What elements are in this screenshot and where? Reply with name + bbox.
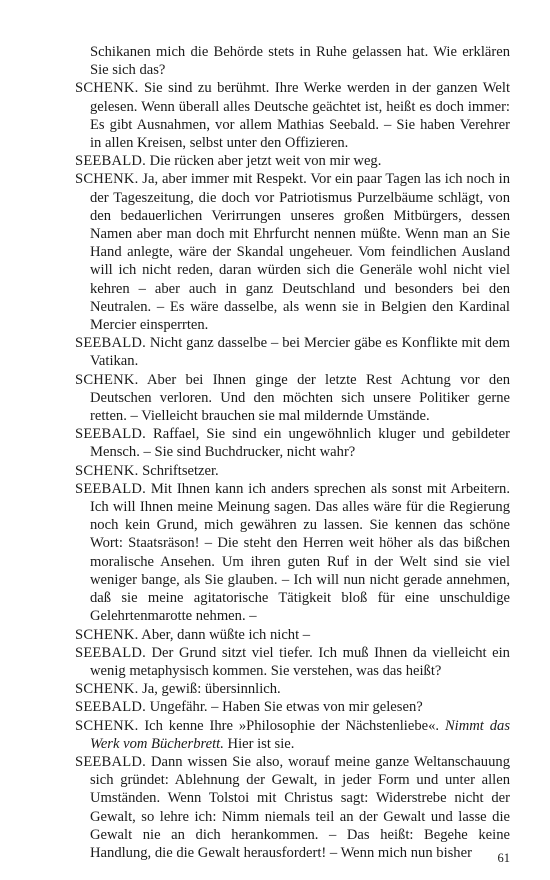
dialogue-text: Sie sind zu berühmt. Ihre Werke werden in der ganzen Welt gelesen. Wenn überall alles Deutsche geächtet ist, heißt es doch immer: Es gibt Ausnahmen, vor allem Mathias Seebald. – Sie haben Verehrer in allen Kreisen, selbst unter den Offizieren. xyxy=(90,80,510,152)
dialogue-paragraph xyxy=(75,79,510,152)
dialogue-text: Ja, gewiß: übersinnlich. xyxy=(142,681,281,698)
dialogue-text: Der Grund sitzt viel tiefer. Ich muß Ihnen da vielleicht ein wenig metaphysisch kommen. Sie verstehen, was das heißt? xyxy=(90,644,510,679)
dialogue-paragraph xyxy=(75,462,510,480)
dialogue-paragraph xyxy=(75,626,510,644)
speaker-name: SEEBALD. xyxy=(75,426,146,443)
speaker-name: SCHENK. xyxy=(75,80,139,97)
drama-text xyxy=(75,43,510,862)
dialogue-paragraph xyxy=(75,717,510,753)
speaker-name: SCHENK. xyxy=(75,462,139,479)
dialogue-paragraph xyxy=(75,680,510,698)
dialogue-text: Raffael, Sie sind ein ungewöhnlich kluger und gebildeter Mensch. – Sie sind Buchdrucker, nicht wahr? xyxy=(90,426,510,461)
speaker-name: SEEBALD. xyxy=(75,335,146,352)
speaker-name: SCHENK. xyxy=(75,681,139,698)
dialogue-paragraph xyxy=(75,152,510,170)
speaker-name: SEEBALD. xyxy=(75,153,146,170)
dialogue-text: Hier ist sie. xyxy=(227,735,295,752)
dialogue-text: Schriftsetzer. xyxy=(142,462,219,479)
dialogue-paragraph xyxy=(75,480,510,626)
dialogue-text: Ich kenne Ihre »Philosophie der Nächstenliebe«. xyxy=(144,717,440,734)
speaker-name: SEEBALD. xyxy=(75,699,146,716)
dialogue-paragraph xyxy=(75,334,510,370)
dialogue-text: Schikanen mich die Behörde stets in Ruhe gelassen hat. Wie erklären Sie sich das? xyxy=(90,44,510,79)
speaker-name: SCHENK. xyxy=(75,717,139,734)
dialogue-text: Aber, dann wüßte ich nicht – xyxy=(141,626,311,643)
dialogue-text: Dann wissen Sie also, worauf meine ganze Weltanschauung sich gründet: Ablehnung der Gewalt, in jeder Form und unter allen Umständen. Wenn Tolstoi mit Christus sagt: Widerstrebe nicht der Gewalt, so lehre ich: Nimm niemals teil an der Gewalt und lasse die Gewalt nie an dich herankommen. – Das heißt: Begehe keine Handlung, die die Gewalt herausfordert! – Wenn mich nun bisher xyxy=(90,753,510,861)
dialogue-paragraph xyxy=(75,698,510,716)
speaker-name: SCHENK. xyxy=(75,171,139,188)
speaker-name: SCHENK. xyxy=(75,626,139,643)
dialogue-paragraph xyxy=(75,43,510,79)
dialogue-paragraph xyxy=(75,644,510,680)
dialogue-text: Ja, aber immer mit Respekt. Vor ein paar Tagen las ich noch in der Tageszeitung, die doch vor Patriotismus Purzelbäume schlägt, von den bedauerlichen Verirrungen unseres großen Mitbürgers, dessen Namen aber man doch mit Ehrfurcht nennen müßte. Wenn man an Sie Hand anlegte, wäre der Skandal ungeheuer. Vom feindlichen Ausland will ich nicht reden, daran würden sich die Generäle wohl nicht viel kehren – aber auch in ganz Deutschland und besonders bei den Neutralen. – Es wäre dasselbe, als wenn sie in Belgien den Kardinal Mercier einsperrten. xyxy=(90,171,510,334)
dialogue-text: Die rücken aber jetzt weit von mir weg. xyxy=(149,153,382,170)
speaker-name: SEEBALD. xyxy=(75,753,146,770)
stage-direction: Nimmt das Werk vom Bücherbrett. xyxy=(90,717,510,752)
page-number: 61 xyxy=(497,851,510,865)
speaker-name: SEEBALD. xyxy=(75,644,146,661)
speaker-name: SCHENK. xyxy=(75,371,139,388)
dialogue-text: Ungefähr. – Haben Sie etwas von mir gelesen? xyxy=(149,699,423,716)
dialogue-text: Nicht ganz dasselbe – bei Mercier gäbe es Konflikte mit dem Vatikan. xyxy=(90,335,510,370)
dialogue-text: Aber bei Ihnen ginge der letzte Rest Achtung vor den Deutschen verloren. Und den möchten sich unsere Politiker gerne retten. – Vielleicht brauchen sie mal mildernde Umstände. xyxy=(90,371,510,425)
dialogue-paragraph xyxy=(75,371,510,426)
speaker-name: SEEBALD. xyxy=(75,480,146,497)
dialogue-paragraph xyxy=(75,170,510,334)
dialogue-paragraph xyxy=(75,425,510,461)
dialogue-text: Mit Ihnen kann ich anders sprechen als sonst mit Arbeitern. Ich will Ihnen meine Meinung sagen. Das alles wäre für die Regierung noch kein Grund, mich gewähren zu lassen. Sie kennen das schöne Wort: Staatsräson! – Die steht den Herren weit höher als das bißchen moralische Ansehen. Um ihren guten Ruf in der Welt sind sie viel weniger bange, als Sie glauben. – Ich will nun nicht gerade annehmen, daß sie meine agitatorische Tätigkeit bloß für eine unschuldige Gelehrtenmarotte nehmen. – xyxy=(90,480,510,625)
dialogue-paragraph xyxy=(75,753,510,862)
